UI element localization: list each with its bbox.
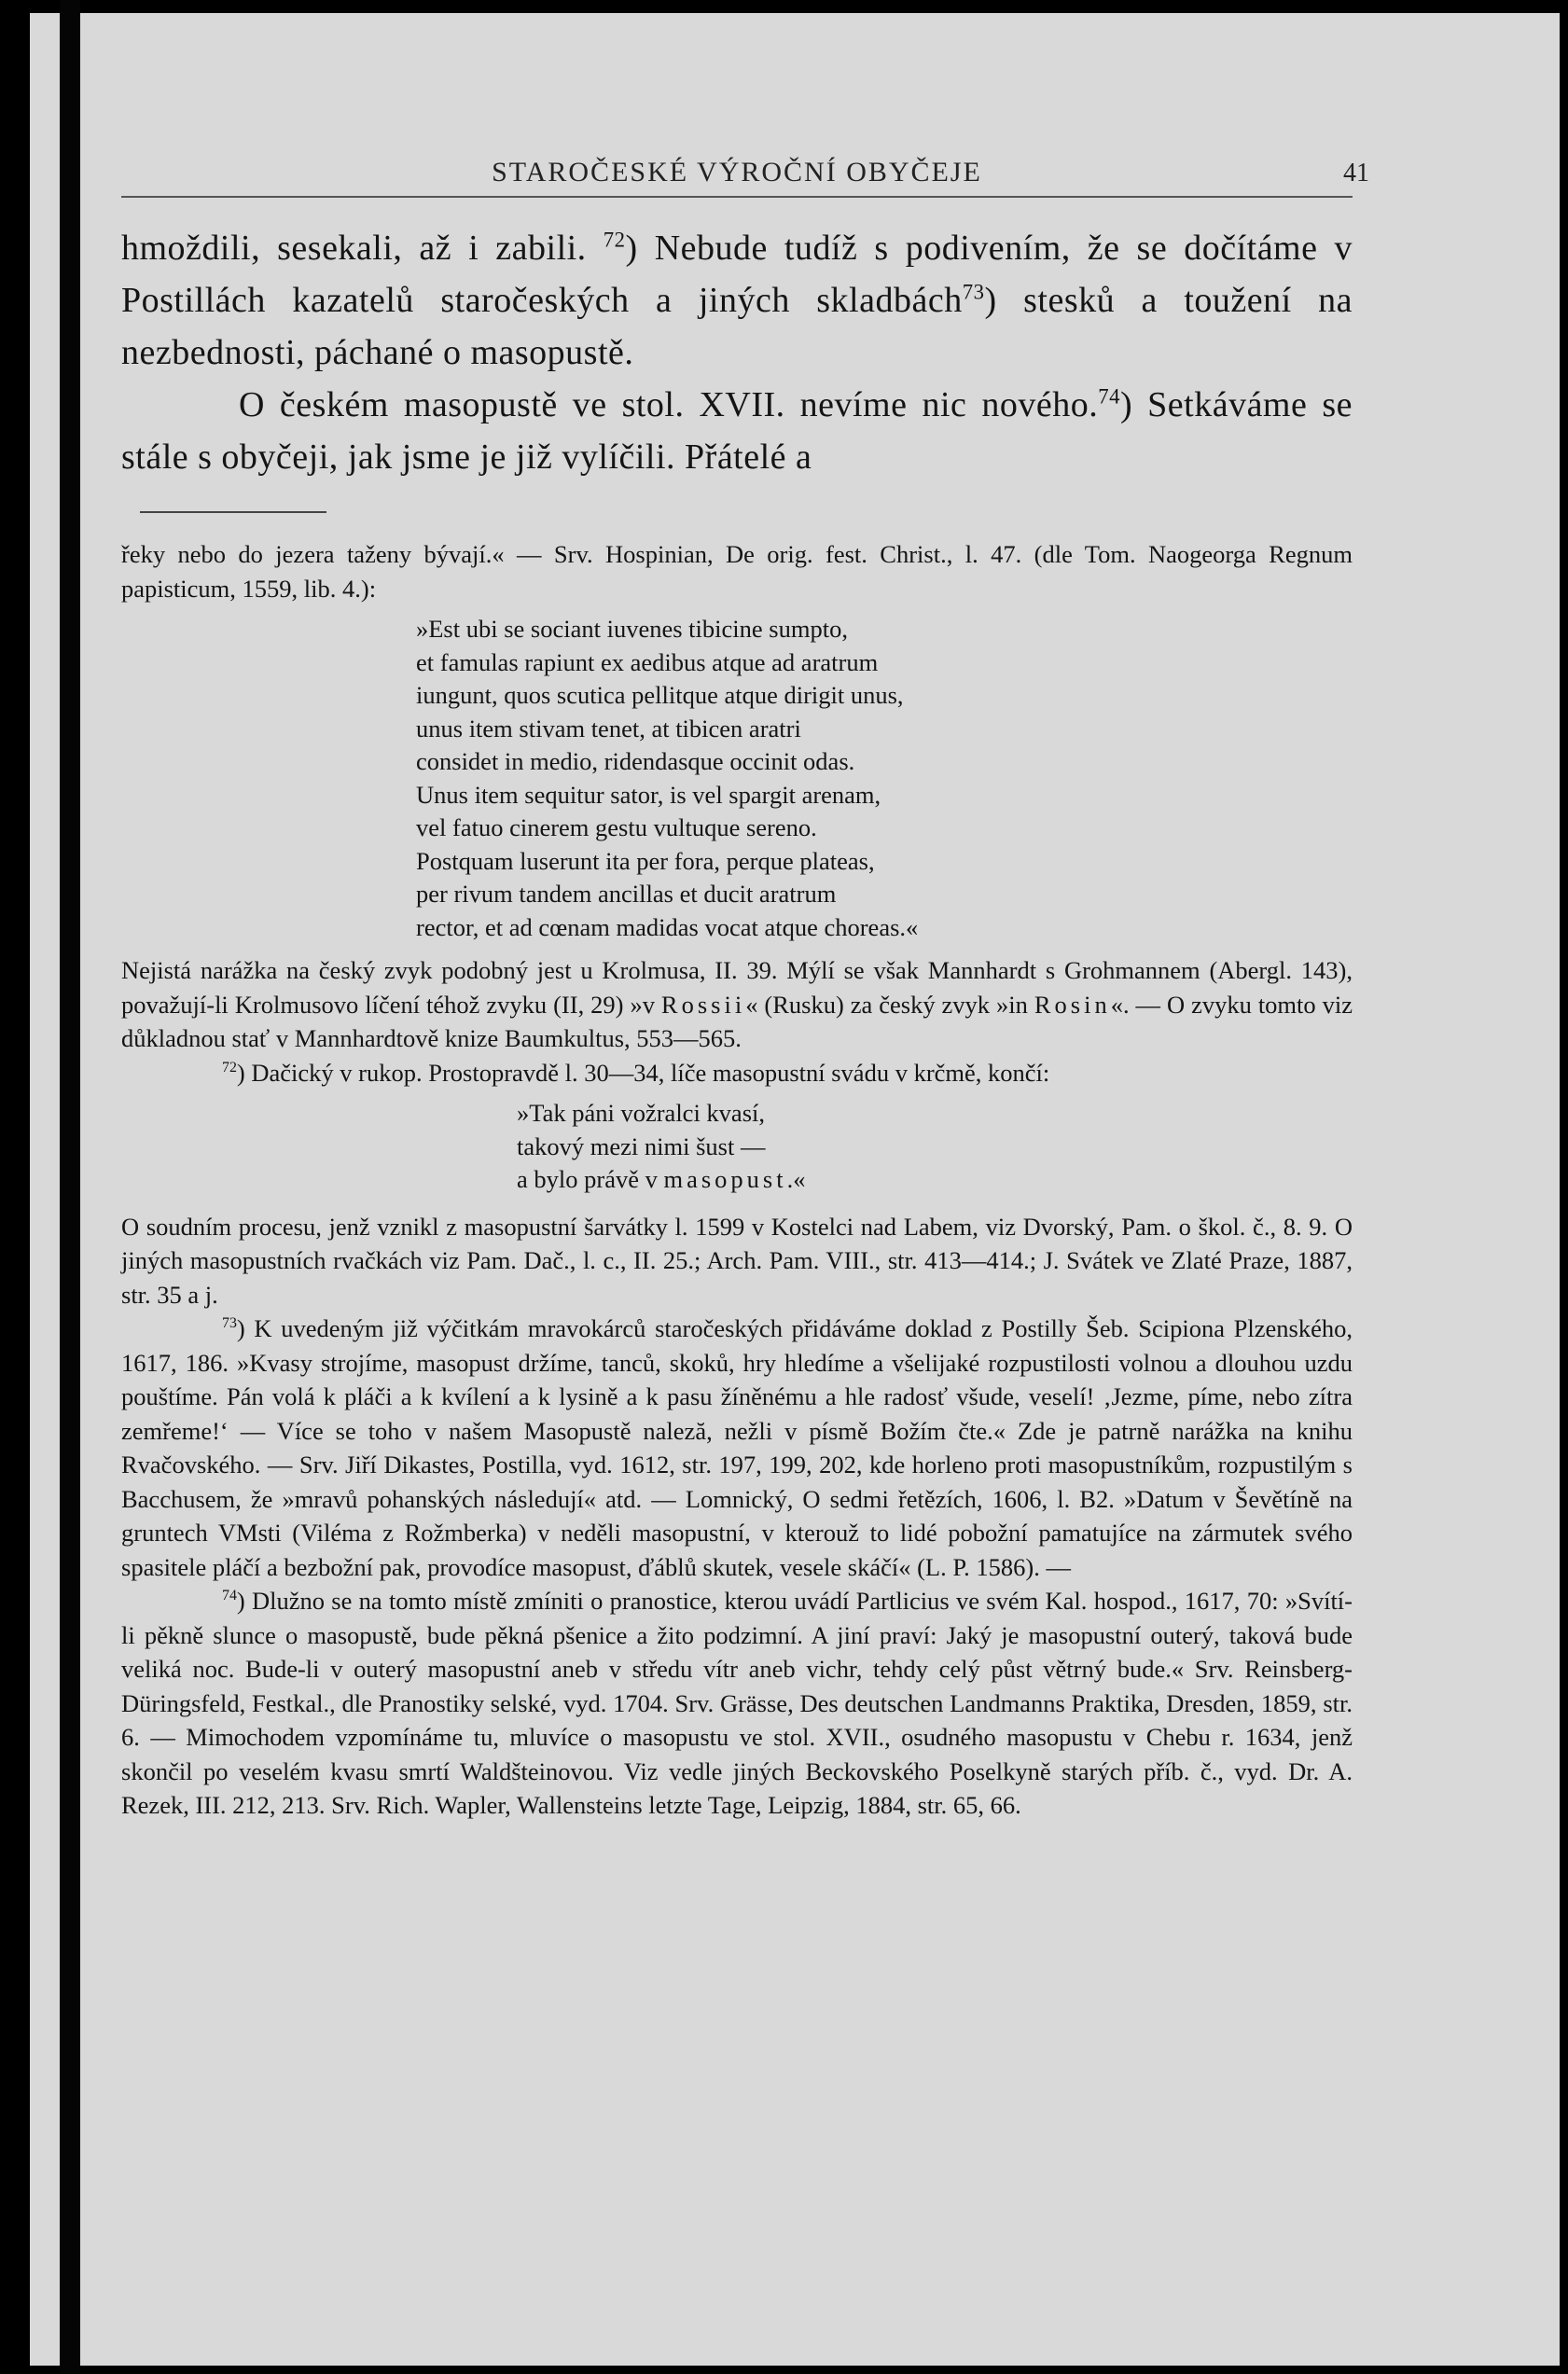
- footnote-73: [121, 1312, 1353, 1584]
- running-head: [121, 140, 1369, 198]
- verse-line: per rivum tandem ancillas et ducit aratrum: [416, 880, 837, 908]
- main-paragraph-2: [121, 379, 1353, 483]
- footnote-text-segment: ) Dlužno se na tomto místě zmíniti o pranostice, kterou uvádí Partlicius ve svém Kal. hospod., 1617, 70: »Svítí-li pěkně slunce o masopustě, bude pěkná pšenice a žito podzimní. A jiní praví: Jaký je masopustní outerý, taková bude veliká noc. Bude-li v outerý masopustní aneb v středu vítr aneb vichr, tehdy celý půst větrný bude.« Srv. Reinsberg-Düringsfeld, Festkal., dle Pranostiky selské, vyd. 1704. Srv. Grässe, Des deutschen Landmanns Praktika, Dresden, 1859, str. 6. — Mimochodem vzpomínáme tu, mluvíce o masopustu ve stol. XVII., osudného masopustu v Chebu r. 1634, jenž skončil po veselém kvasu smrtí Waldšteinovou. Viz vedle jiných Beckovského Poselkyně starých příb. č., vyd. Dr. A. Rezek, III. 212, 213. Srv. Rich. Wapler, Wallensteins letzte Tage, Leipzig, 1884, str. 65, 66.: [121, 1587, 1353, 1819]
- footnote-ref-72: 72: [603, 228, 626, 252]
- main-text-segment: O českém masopustě ve stol. XVII. nevíme nic nového.: [239, 385, 1099, 424]
- footnote-text-segment: « (Rusku) za český zvyk »in: [745, 990, 1034, 1019]
- verse-line: iungunt, quos scutica pellitque atque dirigit unus,: [416, 681, 904, 709]
- verse-line: et famulas rapiunt ex aedibus atque ad aratrum: [416, 647, 879, 676]
- main-text-segment: hmoždili, sesekali, až i zabili.: [121, 229, 587, 268]
- footnote-71-intro: řeky nebo do jezera taženy bývají.« — Srv. Hospinian, De orig. fest. Christ., l. 47. (dle Tom. Naogeorga Regnum papisticum, 1559, lib. 4.):: [121, 540, 1353, 603]
- footnote-rule: [140, 511, 326, 513]
- page-content: [121, 140, 1369, 1823]
- footnote-ref-73: 73: [962, 280, 985, 304]
- footnote-text-segment: ) Dačický v rukop. Prostopravdě l. 30—34, líče masopustní svádu v krčmě, končí:: [236, 1058, 1050, 1087]
- footnote-72: [121, 1056, 1353, 1090]
- footnote-marker-74: 74: [222, 1588, 237, 1604]
- footnote-71-continued: [121, 953, 1353, 1056]
- verse-line: Unus item sequitur sator, is vel spargit arenam,: [416, 780, 881, 809]
- main-text-segment: ) Nebude tudíž s podivením, že se dočítáme v Postillách kazatelů staročeských a jiných skladbách: [121, 229, 1353, 320]
- running-title: STAROČESKÉ VÝROČNÍ OBYČEJE: [492, 157, 982, 187]
- verse-line: rector, et ad cœnam madidas vocat atque choreas.«: [416, 912, 919, 941]
- main-paragraph-1: [121, 222, 1353, 379]
- verse-line: takový mezi nimi šust —: [517, 1131, 766, 1160]
- binding-shadow: [60, 0, 80, 2374]
- verse-line: »Tak páni vožralci kvasí,: [517, 1099, 765, 1127]
- footnotes: [121, 537, 1353, 1823]
- verse-line: unus item stivam tenet, at tibicen aratri: [416, 714, 801, 743]
- verse-line: »Est ubi se sociant iuvenes tibicine sumpto,: [416, 615, 848, 643]
- verse-line: considet in medio, ridendasque occinit odas.: [416, 747, 855, 775]
- verse-segment: .«: [786, 1165, 806, 1193]
- verse-segment: a bylo právě v: [517, 1165, 664, 1193]
- main-text-segment: ) Setkáváme se stále s obyčeji, jak jsme je již vylíčili. Přátelé a: [121, 385, 1353, 477]
- footnote-72-continued: O soudním procesu, jenž vznikl z masopustní šarvátky l. 1599 v Kostelci nad Labem, viz Dvorský, Pam. o škol. č., 8. 9. O jiných masopustních rvačkách viz Pam. Dač., l. c., II. 25.; Arch. Pam. VIII., str. 413—414.; J. Svátek ve Zlaté Praze, 1887, str. 35 a j.: [121, 1212, 1353, 1309]
- spaced-word: Rossii: [660, 990, 746, 1019]
- spaced-word: Rosin: [1034, 990, 1111, 1019]
- footnote-74: [121, 1584, 1353, 1823]
- latin-verse: [416, 613, 1353, 944]
- footnote-ref-74: 74: [1098, 384, 1121, 409]
- footnote-marker-72: 72: [222, 1059, 237, 1076]
- footnote-text-segment: «. — O zvyku tomto viz důkladnou stať v Mannhardtově knize Baumkultus, 553—565.: [121, 990, 1353, 1052]
- footnote-text-segment: Nejistá narážka na český zvyk podobný jest u Krolmusa, II. 39. Mýlí se však Mannhardt s Grohmannem (Abergl. 143), považují-li Krolmusovo líčení téhož zvyku (II, 29) »v: [121, 956, 1353, 1019]
- main-text-segment: ) stesků a toužení na nezbednosti, páchané o masopustě.: [121, 281, 1353, 372]
- verse-line: vel fatuo cinerem gestu vultuque sereno.: [416, 813, 817, 841]
- footnote-marker-73: 73: [222, 1315, 237, 1332]
- main-text: [121, 222, 1353, 483]
- spaced-word: masopust: [663, 1165, 787, 1193]
- verse-line: [517, 1163, 1353, 1197]
- footnote-text-segment: ) K uvedeným již výčitkám mravokárců staročeských přidáváme doklad z Postilly Šeb. Scipiona Plzenského, 1617, 186. »Kvasy strojíme, masopust držíme, tanců, skoků, hry hledíme a všelijaké rozpustilosti volnou a dlouhou uzdu pouštíme. Pán volá k pláči a k kvílení a k lysině a k pasu žíněnému a hle radosť všude, veselí! ‚Jezme, píme, nebo zítra zemřeme!‘ — Více se toho v našem Masopustě naleză, nežli v písmě Božím čte.« Zde je patrně narážka na knihu Rvačovského. — Srv. Jiří Dikastes, Postilla, vyd. 1612, str. 197, 199, 202, kde horleno proti masopustníkům, rozpustilým s Bacchusem, že »mravů pohanských následují« atd. — Lomnický, O sedmi řetězích, 1606, l. B2. »Datum v Ševětíně na gruntech VMsti (Viléma z Rožmberka) v neděli masopustní, v kterouž to lidé pobožní pamatujíce na zármutek svého spasitele pláčí a bezbožní pak, provodíce masopust, ďáblů skutek, vesele skáčí« (L. P. 1586). —: [121, 1314, 1353, 1581]
- verse-line: Postquam luserunt ita per fora, perque plateas,: [416, 846, 875, 875]
- czech-verse: [517, 1097, 1353, 1197]
- page-number: 41: [1343, 159, 1369, 187]
